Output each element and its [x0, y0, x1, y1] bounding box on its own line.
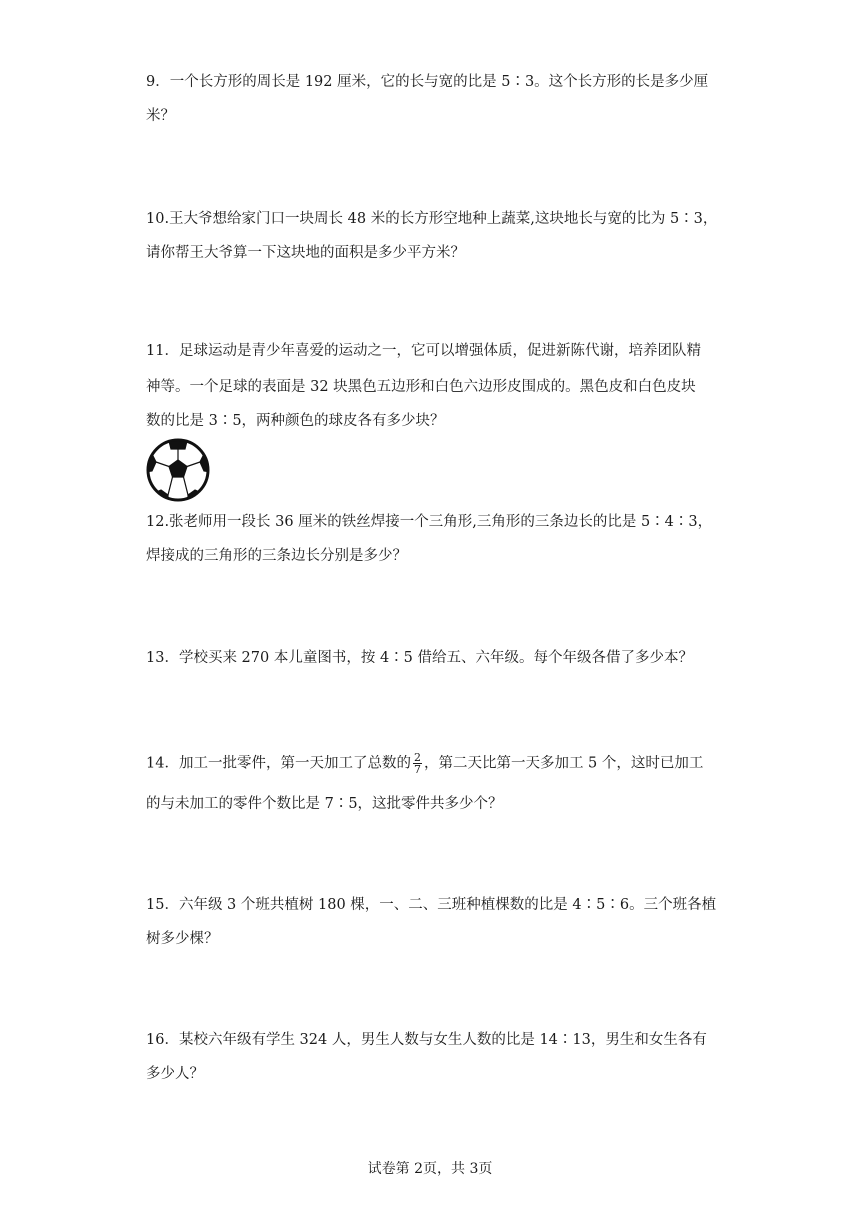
q16-line-1: 16．某校六年级有学生 324 人，男生人数与女生人数的比是 14∶13，男生和女生各有 — [146, 1032, 707, 1048]
q11-line-3: 数的比是 3∶5，两种颜色的球皮各有多少块？ — [146, 413, 445, 429]
q14-line-1-end: ，第二天比第一天多加工 5 个，这时已加工 — [423, 755, 704, 772]
q10-line-1: 10.王大爷想给家门口一块周长 48 米的长方形空地种上蔬菜,这块地长与宽的比为 5∶3， — [146, 211, 718, 227]
q11-line-1: 11．足球运动是青少年喜爱的运动之一，它可以增强体质，促进新陈代谢，培养团队精 — [146, 343, 701, 359]
q14-line-1-start: 14．加工一批零件，第一天加工了总数的 — [146, 755, 411, 772]
q15-line-1: 15．六年级 3 个班共植树 180 棵，一、二、三班种植棵数的比是 4∶5∶6。三个班各植 — [146, 897, 717, 913]
page-footer: 试卷第 2页，共 3页 — [367, 1161, 493, 1177]
fraction-denominator: 7 — [413, 763, 421, 776]
q14-line-2: 的与未加工的零件个数比是 7∶5，这批零件共多少个？ — [146, 796, 503, 812]
q15-line-2: 树多少棵？ — [146, 931, 219, 947]
q16-line-2: 多少人？ — [146, 1066, 204, 1082]
fraction-numerator: 2 — [413, 751, 421, 764]
q12-line-2: 焊接成的三角形的三条边长分别是多少？ — [146, 548, 407, 564]
q9-line-1: 9．一个长方形的周长是 192 厘米，它的长与宽的比是 5∶3。这个长方形的长是多少厘 — [146, 74, 709, 90]
q9-line-2: 米？ — [146, 108, 175, 124]
q14-line-1 — [146, 752, 703, 775]
q10-line-2: 请你帮王大爷算一下这块地的面积是多少平方米？ — [146, 245, 465, 261]
q11-line-2: 神等。一个足球的表面是 32 块黑色五边形和白色六边形皮围成的。黑色皮和白色皮块 — [146, 379, 696, 395]
q13-line-1: 13．学校买来 270 本儿童图书，按 4∶5 借给五、六年级。每个年级各借了多少本？ — [146, 650, 694, 666]
fraction — [413, 752, 422, 775]
q12-line-1: 12.张老师用一段长 36 厘米的铁丝焊接一个三角形,三角形的三条边长的比是 5∶4∶3， — [146, 514, 713, 530]
soccer-ball-icon — [146, 438, 210, 502]
